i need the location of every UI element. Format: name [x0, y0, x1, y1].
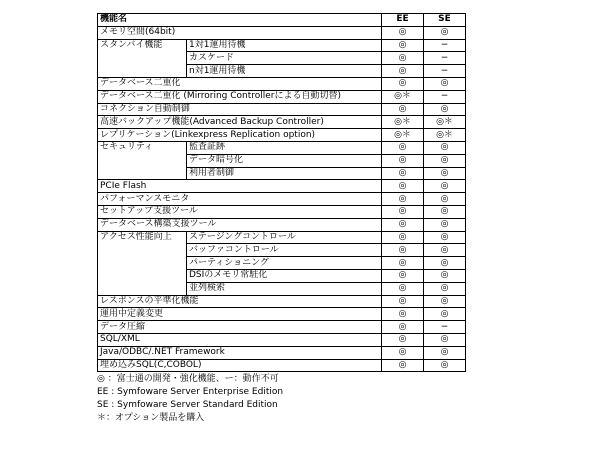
feature-name-cell: レプリケーション(Linkexpress Replication option) [98, 129, 382, 142]
ee-support-cell: ◎ [382, 167, 424, 180]
se-support-cell: − [424, 90, 466, 103]
table-row [98, 295, 466, 308]
sub-feature-cell: バッファコントロール [187, 244, 382, 257]
table-row [98, 205, 466, 218]
ee-support-cell: ◎ [382, 39, 424, 52]
table-row [98, 346, 466, 359]
ee-support-cell: ◎ [382, 141, 424, 154]
ee-support-cell: ◎＊ [382, 129, 424, 142]
se-support-cell: ◎ [424, 295, 466, 308]
table-row [98, 129, 466, 142]
table-row [98, 90, 466, 103]
ee-support-cell: ◎ [382, 193, 424, 206]
se-support-cell: − [424, 39, 466, 52]
table-body [98, 26, 466, 372]
sub-feature-cell: n対1運用待機 [187, 65, 382, 78]
table-row [98, 359, 466, 372]
ee-support-cell: ◎＊ [382, 90, 424, 103]
feature-category-cell: セキュリティ [98, 141, 187, 179]
feature-name-cell: SQL/XML [98, 333, 382, 346]
se-support-cell: ◎ [424, 103, 466, 116]
ee-support-cell: ◎ [382, 205, 424, 218]
se-support-cell: ◎ [424, 141, 466, 154]
se-support-cell: ◎ [424, 257, 466, 270]
feature-name-cell: データベース二重化 (Mirroring Controllerによる自動切替) [98, 90, 382, 103]
se-support-cell: ◎ [424, 77, 466, 90]
sub-feature-cell: カスケード [187, 52, 382, 65]
table-row [98, 321, 466, 334]
feature-table [97, 13, 466, 372]
feature-name-cell: データベース構築支援ツール [98, 218, 382, 231]
se-support-cell: − [424, 321, 466, 334]
table-row [98, 39, 466, 52]
table-row [98, 231, 466, 244]
sub-feature-cell: 利用者制御 [187, 167, 382, 180]
feature-category-cell: アクセス性能向上 [98, 231, 187, 295]
feature-name-cell: コネクション自動制御 [98, 103, 382, 116]
feature-comparison-sheet [97, 13, 466, 425]
table-row [98, 333, 466, 346]
se-support-cell: ◎ [424, 154, 466, 167]
feature-name-header: 機能名 [98, 14, 382, 27]
ee-support-cell: ◎ [382, 346, 424, 359]
se-support-cell: ◎ [424, 205, 466, 218]
feature-name-cell: パフォーマンスモニタ [98, 193, 382, 206]
legend-note: ◎ ：富士通の開発・強化機能、ー：動作不可 [97, 374, 279, 385]
feature-name-cell: PCIe Flash [98, 180, 382, 193]
ee-support-cell: ◎ [382, 308, 424, 321]
se-header: SE [424, 14, 466, 27]
se-support-cell: ◎ [424, 282, 466, 295]
ee-support-cell: ◎ [382, 231, 424, 244]
se-support-cell: ◎ [424, 333, 466, 346]
legend-notes [97, 373, 466, 425]
se-support-cell: ◎ [424, 180, 466, 193]
legend-note: SE : Symfoware Server Standard Edition [97, 400, 278, 411]
se-support-cell: ◎ [424, 26, 466, 39]
feature-name-cell: データ圧縮 [98, 321, 382, 334]
header-row [98, 14, 466, 27]
se-support-cell: ◎ [424, 193, 466, 206]
se-support-cell: − [424, 52, 466, 65]
table-row [98, 193, 466, 206]
se-support-cell: − [424, 65, 466, 78]
feature-name-cell: Java/ODBC/.NET Framework [98, 346, 382, 359]
feature-name-cell: 運用中定義変更 [98, 308, 382, 321]
ee-support-cell: ◎ [382, 333, 424, 346]
ee-support-cell: ◎＊ [382, 116, 424, 129]
feature-name-cell: データベース二重化 [98, 77, 382, 90]
ee-support-cell: ◎ [382, 257, 424, 270]
ee-support-cell: ◎ [382, 180, 424, 193]
legend-note: EE : Symfoware Server Enterprise Edition [97, 387, 284, 398]
sub-feature-cell: パーティショニング [187, 257, 382, 270]
ee-support-cell: ◎ [382, 282, 424, 295]
se-support-cell: ◎ [424, 269, 466, 282]
sub-feature-cell: ステージングコントロール [187, 231, 382, 244]
ee-support-cell: ◎ [382, 103, 424, 116]
ee-support-cell: ◎ [382, 26, 424, 39]
ee-support-cell: ◎ [382, 77, 424, 90]
sub-feature-cell: データ暗号化 [187, 154, 382, 167]
table-row [98, 141, 466, 154]
ee-support-cell: ◎ [382, 295, 424, 308]
sub-feature-cell: 1対1運用待機 [187, 39, 382, 52]
ee-support-cell: ◎ [382, 218, 424, 231]
feature-name-cell: 高速バックアップ機能(Advanced Backup Controller) [98, 116, 382, 129]
feature-name-cell: レスポンスの平準化機能 [98, 295, 382, 308]
se-support-cell: ◎ [424, 244, 466, 257]
ee-support-cell: ◎ [382, 244, 424, 257]
sub-feature-cell: DSIのメモリ常駐化 [187, 269, 382, 282]
se-support-cell: ◎ [424, 218, 466, 231]
table-row [98, 116, 466, 129]
table-row [98, 103, 466, 116]
feature-name-cell: セットアップ支援ツール [98, 205, 382, 218]
se-support-cell: ◎＊ [424, 129, 466, 142]
ee-support-cell: ◎ [382, 52, 424, 65]
legend-note: ＊：オプション製品を購入 [97, 413, 205, 424]
se-support-cell: ◎＊ [424, 116, 466, 129]
feature-category-cell: スタンバイ機能 [98, 39, 187, 77]
table-row [98, 308, 466, 321]
se-support-cell: ◎ [424, 359, 466, 372]
se-support-cell: ◎ [424, 231, 466, 244]
ee-support-cell: ◎ [382, 65, 424, 78]
table-row [98, 77, 466, 90]
sub-feature-cell: 並列検索 [187, 282, 382, 295]
feature-name-cell: 埋め込みSQL(C,COBOL) [98, 359, 382, 372]
ee-support-cell: ◎ [382, 269, 424, 282]
se-support-cell: ◎ [424, 167, 466, 180]
table-row [98, 218, 466, 231]
table-row [98, 180, 466, 193]
sub-feature-cell: 監査証跡 [187, 141, 382, 154]
ee-header: EE [382, 14, 424, 27]
se-support-cell: ◎ [424, 346, 466, 359]
feature-name-cell: メモリ空間(64bit) [98, 26, 382, 39]
ee-support-cell: ◎ [382, 359, 424, 372]
se-support-cell: ◎ [424, 308, 466, 321]
table-row [98, 26, 466, 39]
ee-support-cell: ◎ [382, 154, 424, 167]
ee-support-cell: ◎ [382, 321, 424, 334]
